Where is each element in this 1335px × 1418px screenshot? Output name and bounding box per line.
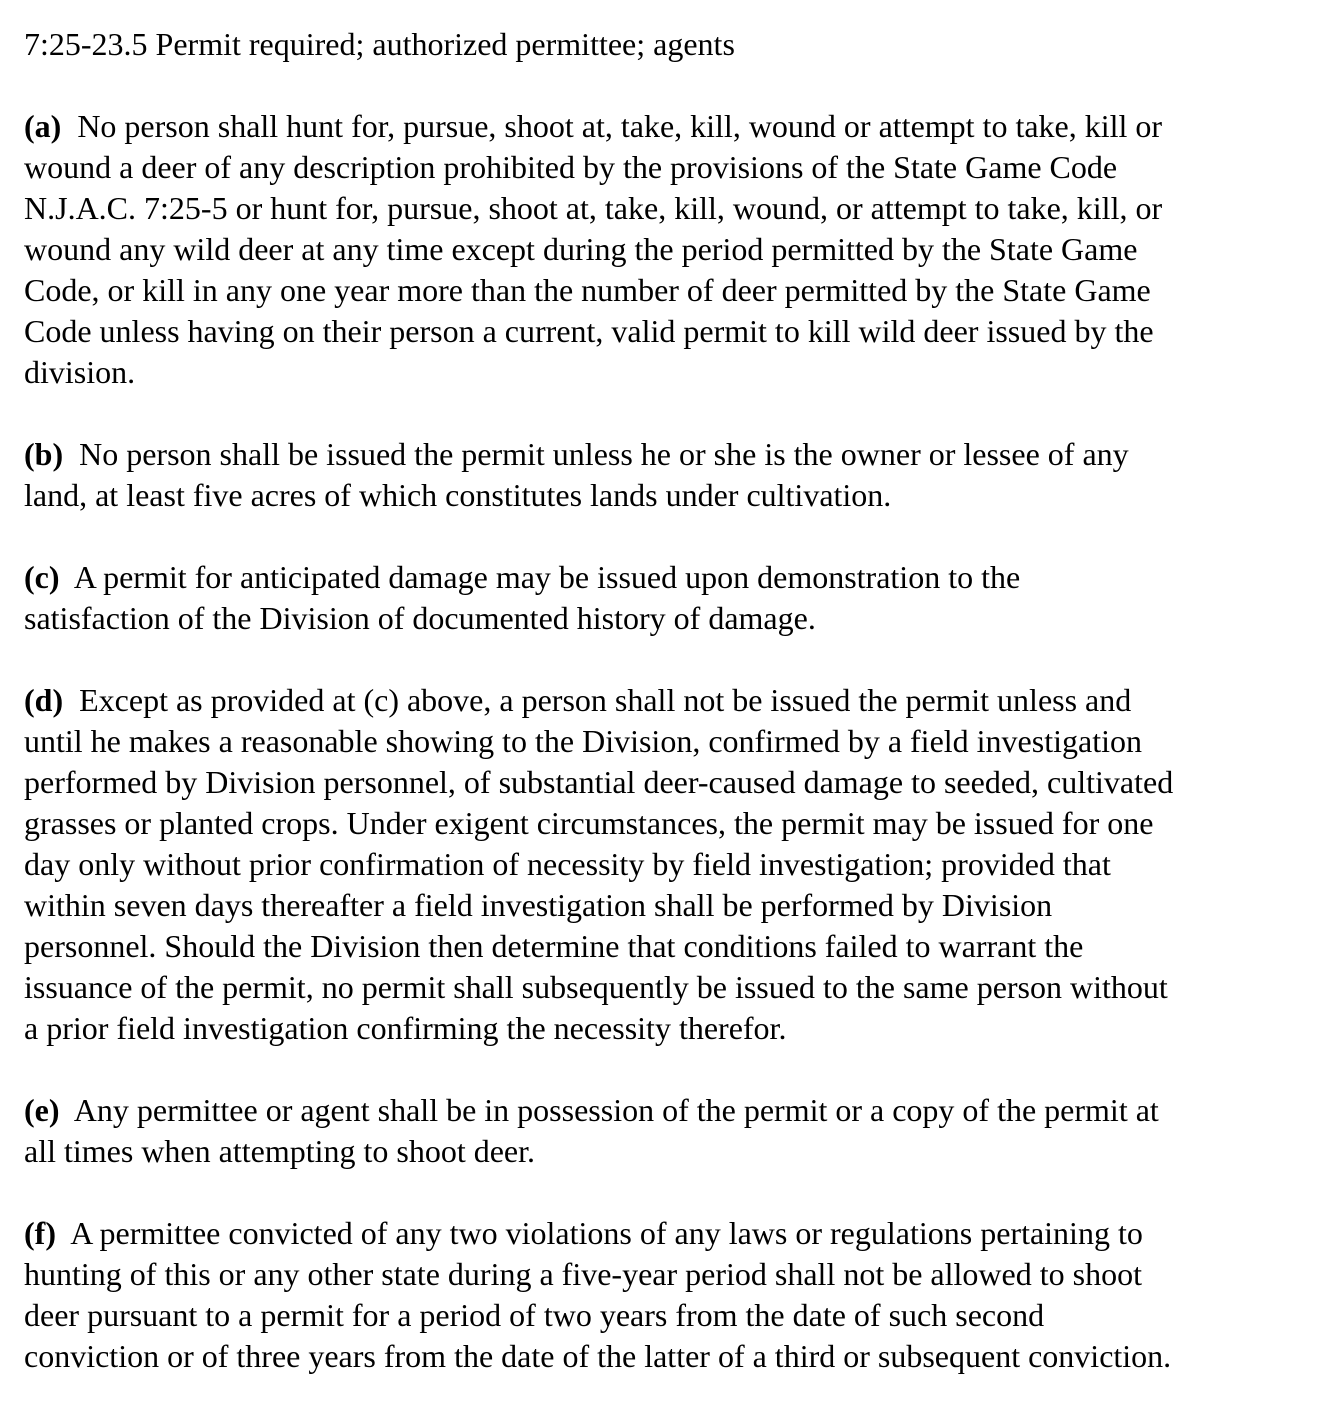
paragraph-list: [24, 106, 1324, 1377]
paragraph-line: [24, 598, 1324, 639]
paragraph-label: (c): [24, 559, 60, 595]
paragraph-c: [24, 557, 1324, 639]
paragraph-line: [24, 475, 1324, 516]
paragraph-line: [24, 926, 1324, 967]
paragraph-text: N.J.A.C. 7:25-5 or hunt for, pursue, shoot at, take, kill, wound, or attempt to take, kill, or: [24, 190, 1163, 226]
paragraph-text: deer pursuant to a permit for a period of two years from the date of such second: [24, 1297, 1045, 1333]
paragraph-label: (a): [24, 108, 62, 144]
paragraph-line: [24, 557, 1324, 598]
paragraph-line: [24, 762, 1324, 803]
paragraph-text: Code, or kill in any one year more than the number of deer permitted by the State Game: [24, 272, 1151, 308]
paragraph-line: [24, 680, 1324, 721]
section-heading: 7:25-23.5 Permit required; authorized permittee; agents: [24, 26, 735, 62]
paragraph-b: [24, 434, 1324, 516]
paragraph-line: [24, 1008, 1324, 1049]
paragraph-text: division.: [24, 354, 136, 390]
paragraph-text: No person shall hunt for, pursue, shoot at, take, kill, wound or attempt to take, kill or: [77, 108, 1163, 144]
paragraph-line: [24, 721, 1324, 762]
paragraph-text: Except as provided at (c) above, a person shall not be issued the permit unless and: [79, 682, 1132, 718]
paragraph-line: [24, 844, 1324, 885]
paragraph-line: [24, 803, 1324, 844]
paragraph-label: (b): [24, 436, 64, 472]
paragraph-label: (f): [24, 1215, 56, 1251]
paragraph-text: No person shall be issued the permit unless he or she is the owner or lessee of any: [79, 436, 1129, 472]
paragraph-text: A permittee convicted of any two violations of any laws or regulations pertaining to: [70, 1215, 1143, 1251]
paragraph-text: issuance of the permit, no permit shall subsequently be issued to the same person without: [24, 969, 1168, 1005]
paragraph-text: wound any wild deer at any time except during the period permitted by the State Game: [24, 231, 1138, 267]
paragraph-text: a prior field investigation confirming the necessity therefor.: [24, 1010, 787, 1046]
paragraph-text: personnel. Should the Division then determine that conditions failed to warrant the: [24, 928, 1084, 964]
paragraph-text: day only without prior confirmation of necessity by field investigation; provided that: [24, 846, 1111, 882]
paragraph-line: [24, 1295, 1324, 1336]
paragraph-line: [24, 188, 1324, 229]
paragraph-text: satisfaction of the Division of documented history of damage.: [24, 600, 816, 636]
paragraph-line: [24, 147, 1324, 188]
paragraph-e: [24, 1090, 1324, 1172]
paragraph-line: [24, 1213, 1324, 1254]
paragraph-text: wound a deer of any description prohibited by the provisions of the State Game Code: [24, 149, 1118, 185]
paragraph-line: [24, 311, 1324, 352]
paragraph-text: Code unless having on their person a current, valid permit to kill wild deer issued by the: [24, 313, 1154, 349]
paragraph-text: conviction or of three years from the date of the latter of a third or subsequent conviction.: [24, 1338, 1172, 1374]
paragraph-text: land, at least five acres of which constitutes lands under cultivation.: [24, 477, 892, 513]
paragraph-line: [24, 885, 1324, 926]
paragraph-label: (e): [24, 1092, 60, 1128]
paragraph-line: [24, 1336, 1324, 1377]
paragraph-a: [24, 106, 1324, 393]
paragraph-line: [24, 434, 1324, 475]
paragraph-line: [24, 1131, 1324, 1172]
paragraph-text: performed by Division personnel, of substantial deer-caused damage to seeded, cultivated: [24, 764, 1174, 800]
paragraph-line: [24, 1254, 1324, 1295]
paragraph-label: (d): [24, 682, 64, 718]
paragraph-line: [24, 967, 1324, 1008]
paragraph-text: Any permittee or agent shall be in possession of the permit or a copy of the permit at: [73, 1092, 1159, 1128]
paragraph-text: hunting of this or any other state during a five-year period shall not be allowed to shoot: [24, 1256, 1142, 1292]
paragraph-line: [24, 229, 1324, 270]
paragraph-line: [24, 352, 1324, 393]
paragraph-text: until he makes a reasonable showing to the Division, confirmed by a field investigation: [24, 723, 1142, 759]
paragraph-text: grasses or planted crops. Under exigent circumstances, the permit may be issued for one: [24, 805, 1154, 841]
paragraph-line: [24, 1090, 1324, 1131]
paragraph-text: within seven days thereafter a field investigation shall be performed by Division: [24, 887, 1053, 923]
paragraph-text: A permit for anticipated damage may be issued upon demonstration to the: [73, 559, 1021, 595]
paragraph-line: [24, 106, 1324, 147]
paragraph-f: [24, 1213, 1324, 1377]
paragraph-d: [24, 680, 1324, 1049]
paragraph-line: [24, 270, 1324, 311]
paragraph-text: all times when attempting to shoot deer.: [24, 1133, 536, 1169]
regulation-document: [24, 24, 1324, 1377]
